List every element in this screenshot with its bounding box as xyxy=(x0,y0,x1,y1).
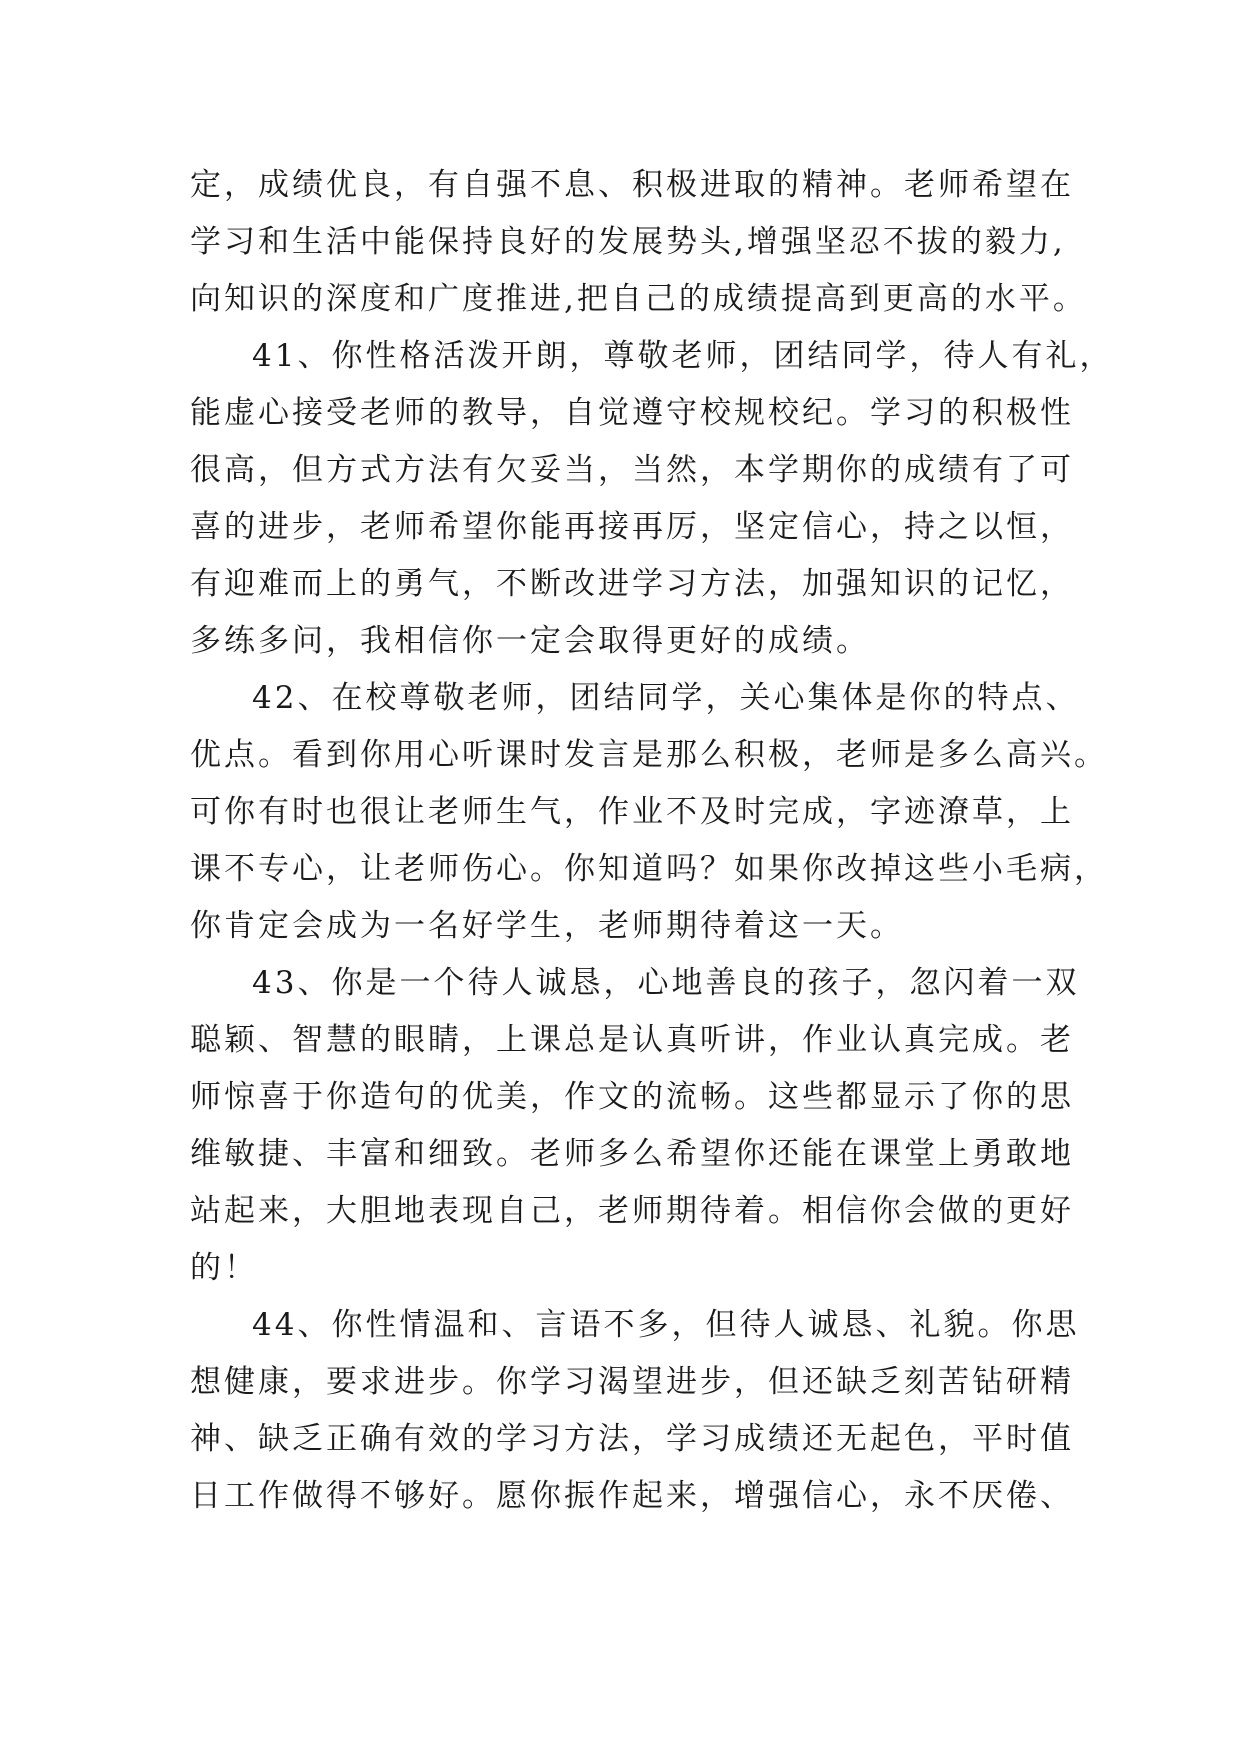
text-line: 向知识的深度和广度推进,把自己的成绩提高到更高的水平。 xyxy=(190,281,1087,317)
text-line: 神、缺乏正确有效的学习方法，学习成绩还无起色，平时值 xyxy=(190,1421,1074,1457)
text-line: 的！ xyxy=(190,1250,258,1286)
text-line: 聪颖、智慧的眼睛，上课总是认真听讲，作业认真完成。老 xyxy=(190,1022,1074,1058)
paragraph-41-first-line: 41、你性格活泼开朗，尊敬老师，团结同学，待人有礼， xyxy=(252,338,1114,374)
text-line: 维敏捷、丰富和细致。老师多么希望你还能在课堂上勇敢地 xyxy=(190,1136,1074,1172)
text-line: 有迎难而上的勇气，不断改进学习方法，加强知识的记忆， xyxy=(190,566,1074,602)
text-line: 喜的进步，老师希望你能再接再厉，坚定信心，持之以恒， xyxy=(190,509,1074,545)
text-line: 可你有时也很让老师生气，作业不及时完成，字迹潦草，上 xyxy=(190,794,1074,830)
text-line: 很高，但方式方法有欠妥当，当然，本学期你的成绩有了可 xyxy=(190,452,1074,488)
text-line: 日工作做得不够好。愿你振作起来，增强信心，永不厌倦、 xyxy=(190,1478,1074,1514)
paragraph-42-first-line: 42、在校尊敬老师，团结同学，关心集体是你的特点、 xyxy=(252,680,1080,716)
text-line: 能虚心接受老师的教导，自觉遵守校规校纪。学习的积极性 xyxy=(190,395,1074,431)
text-line: 师惊喜于你造句的优美，作文的流畅。这些都显示了你的思 xyxy=(190,1079,1074,1115)
text-line: 定，成绩优良，有自强不息、积极进取的精神。老师希望在 xyxy=(190,167,1074,203)
paragraph-43-first-line: 43、你是一个待人诚恳，心地善良的孩子，忽闪着一双 xyxy=(252,965,1080,1001)
text-line: 多练多问，我相信你一定会取得更好的成绩。 xyxy=(190,623,870,659)
paragraph-44-first-line: 44、你性情温和、言语不多，但待人诚恳、礼貌。你思 xyxy=(252,1307,1080,1343)
text-line: 学习和生活中能保持良好的发展势头,增强坚忍不拔的毅力, xyxy=(190,224,1066,260)
text-line: 你肯定会成为一名好学生，老师期待着这一天。 xyxy=(190,908,904,944)
text-line: 课不专心，让老师伤心。你知道吗？如果你改掉这些小毛病， xyxy=(190,851,1108,887)
text-line: 想健康，要求进步。你学习渴望进步，但还缺乏刻苦钻研精 xyxy=(190,1364,1074,1400)
text-line: 站起来，大胆地表现自己，老师期待着。相信你会做的更好 xyxy=(190,1193,1074,1229)
text-line: 优点。看到你用心听课时发言是那么积极，老师是多么高兴。 xyxy=(190,737,1108,773)
